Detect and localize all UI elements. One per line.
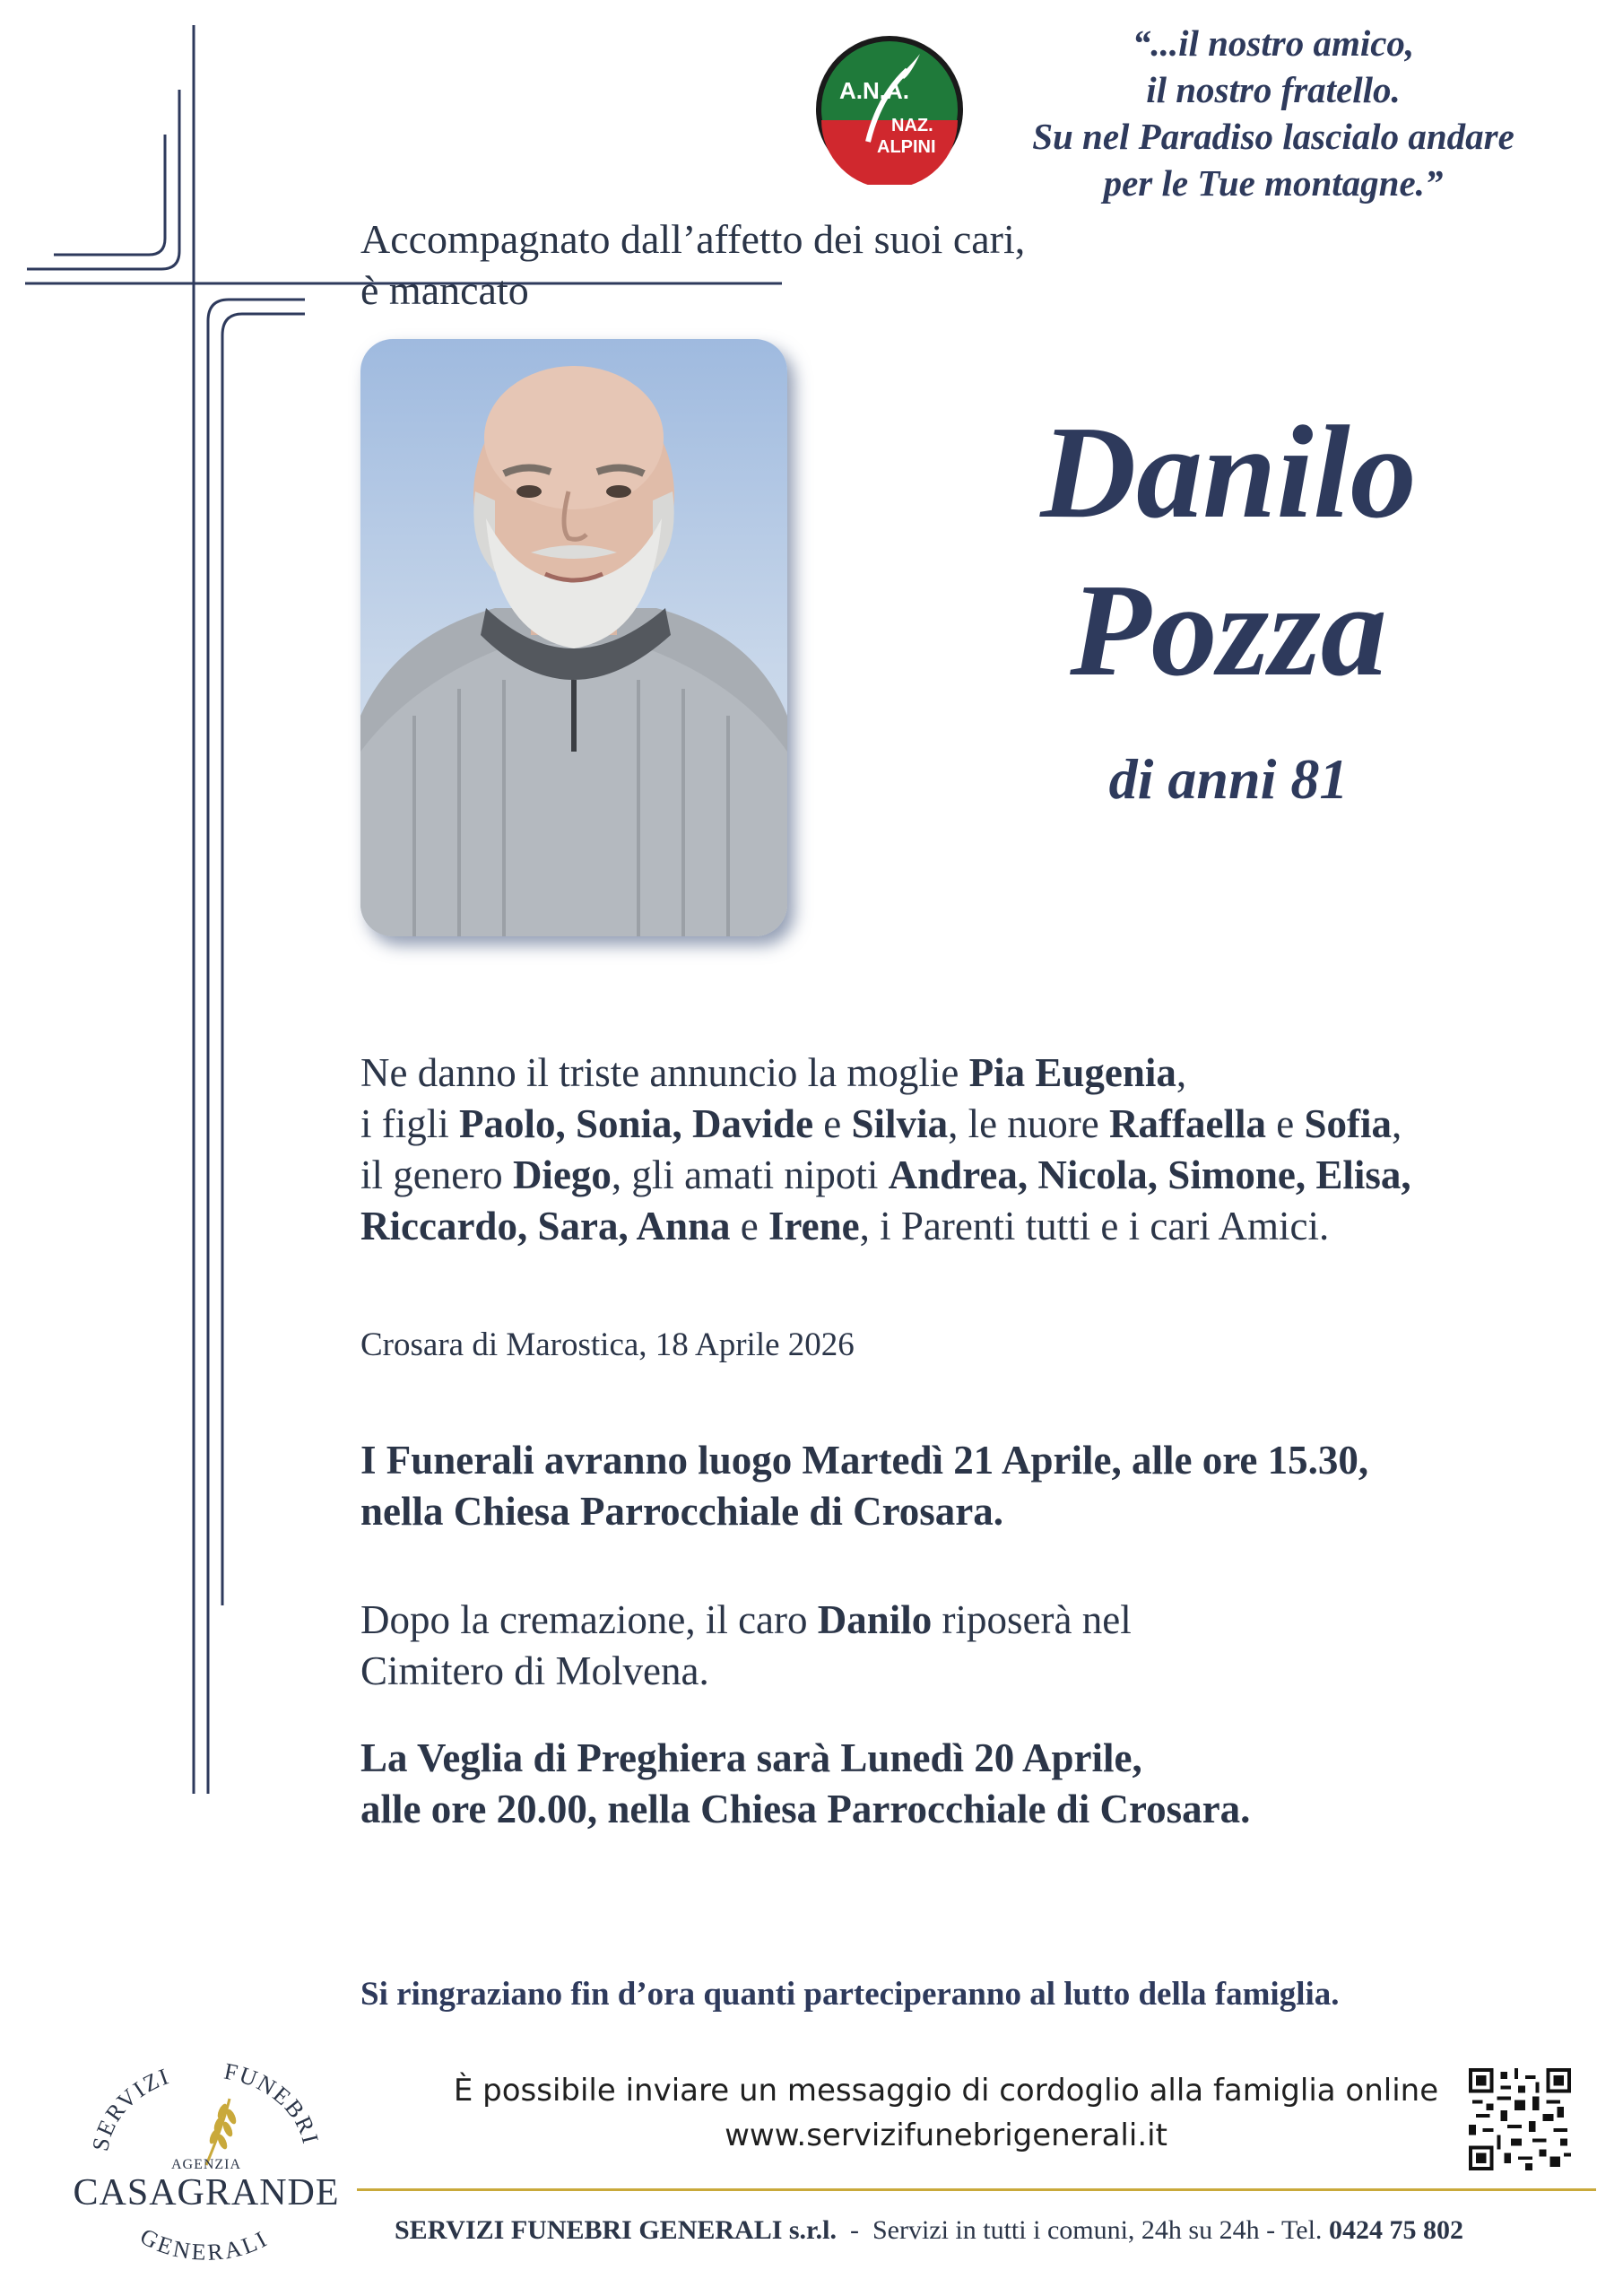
wife-name: Pia Eugenia — [968, 1050, 1176, 1095]
intro-line-1: Accompagnato dall’affetto dei suoi cari, — [360, 216, 1026, 262]
grandchildren-names: Riccardo, Sara, Anna — [360, 1204, 731, 1248]
casagrande-agenzia: AGENZIA — [170, 2157, 242, 2172]
online-line-1: È possibile inviare un messaggio di cordoglio alla famiglia online — [453, 2073, 1439, 2109]
intro-line-2: è mancato — [360, 267, 529, 313]
vigil-line-2: alle ore 20.00, nella Chiesa Parrocchiale di Crosara. — [360, 1787, 1251, 1831]
text: , le nuore — [948, 1101, 1110, 1146]
casagrande-arc-left: SERVIZI — [87, 2063, 174, 2153]
text: , — [1176, 1050, 1187, 1095]
vigil-line-1: La Veglia di Preghiera sarà Lunedì 20 Aprile, — [360, 1735, 1142, 1780]
announcement — [360, 1048, 1580, 1252]
intro-text — [360, 213, 1025, 316]
first-name: Danilo — [1040, 399, 1417, 546]
text: e — [730, 1204, 768, 1248]
thanks-text: Si ringraziano fin d’ora quanti parteciperanno al lutto della famiglia. — [360, 1976, 1340, 2013]
grandchild-name: Irene — [768, 1204, 860, 1248]
casagrande-logo — [72, 2059, 341, 2274]
son-in-law-name: Diego — [512, 1152, 612, 1197]
text: e — [813, 1101, 852, 1146]
cremation-line-2: Cimitero di Molvena. — [360, 1648, 709, 1693]
footer-company: SERVIZI FUNEBRI GENERALI s.r.l. — [395, 2215, 837, 2245]
casagrande-arc-right: FUNEBRI — [221, 2059, 325, 2148]
svg-text:GENERALI — [136, 2223, 273, 2266]
quote-line-2: il nostro fratello. — [1146, 69, 1401, 110]
svg-text:FUNEBRI — [222, 2059, 325, 2147]
cremation-info — [360, 1595, 1132, 1697]
text: i figli — [360, 1101, 459, 1146]
child-name: Silvia — [851, 1101, 949, 1146]
text: Dopo la cremazione, il caro — [360, 1597, 818, 1642]
footer-services: Servizi in tutti i comuni, 24h su 24h - Tel. — [872, 2215, 1329, 2245]
grandchildren-names: Andrea, Nicola, Simone, Elisa, — [888, 1152, 1411, 1197]
cremation-line-1 — [360, 1595, 1132, 1646]
wheat-icon — [206, 2099, 238, 2165]
daughter-in-law-name: Raffaella — [1109, 1101, 1266, 1146]
quote-line-3: Su nel Paradiso lascialo andare — [1032, 116, 1515, 157]
quote-line-1: “...il nostro amico, — [1132, 22, 1415, 64]
svg-text:SERVIZI — [87, 2063, 173, 2153]
ana-logo-alpini: ALPINI — [877, 137, 936, 157]
last-name: Pozza — [1070, 557, 1387, 704]
quote — [986, 20, 1560, 206]
qr-code-icon[interactable] — [1469, 2068, 1571, 2170]
casagrande-name: CASAGRANDE — [73, 2172, 340, 2213]
ana-alpini-logo — [814, 34, 965, 185]
online-condolences — [395, 2068, 1497, 2158]
funeral-line-2: nella Chiesa Parrocchiale di Crosara. — [360, 1489, 1004, 1534]
online-url[interactable]: www.servizifunebrigenerali.it — [725, 2118, 1167, 2153]
funeral-line-1: I Funerali avranno luogo Martedì 21 Aprile, alle ore 15.30, — [360, 1438, 1369, 1483]
text: e — [1265, 1101, 1305, 1146]
funeral-info — [360, 1435, 1368, 1537]
footer-separator: - — [836, 2215, 872, 2245]
text: , — [1391, 1101, 1402, 1146]
footer-divider — [357, 2188, 1596, 2191]
place-date: Crosara di Marostica, 18 Aprile 2026 — [360, 1326, 855, 1363]
text: riposerà nel — [932, 1597, 1132, 1642]
casagrande-bottom: GENERALI — [135, 2222, 273, 2266]
footer-phone[interactable]: 0424 75 802 — [1328, 2215, 1463, 2245]
announcement-line-1 — [360, 1048, 1580, 1099]
ana-logo-top: A.N.A. — [839, 77, 909, 104]
quote-line-4: per le Tue montagne.” — [1103, 162, 1444, 204]
age-text: di anni 81 — [1108, 747, 1349, 811]
children-names: Paolo, Sonia, Davide — [459, 1101, 814, 1146]
text: il genero — [360, 1152, 513, 1197]
ana-logo-naz: NAZ. — [891, 116, 933, 135]
vigil-info — [360, 1733, 1250, 1835]
text: Ne danno il triste annuncio la moglie — [360, 1050, 969, 1095]
portrait-photo — [360, 339, 787, 936]
text: , gli amati nipoti — [611, 1152, 889, 1197]
portrait-illustration — [360, 339, 787, 936]
announcement-line-3 — [360, 1150, 1580, 1201]
deceased-name: Danilo — [817, 1597, 933, 1642]
footer — [395, 2215, 1463, 2246]
announcement-line-2 — [360, 1099, 1580, 1150]
announcement-line-4 — [360, 1201, 1580, 1252]
daughter-in-law-name: Sofia — [1304, 1101, 1392, 1146]
text: , i Parenti tutti e i cari Amici. — [859, 1204, 1330, 1248]
